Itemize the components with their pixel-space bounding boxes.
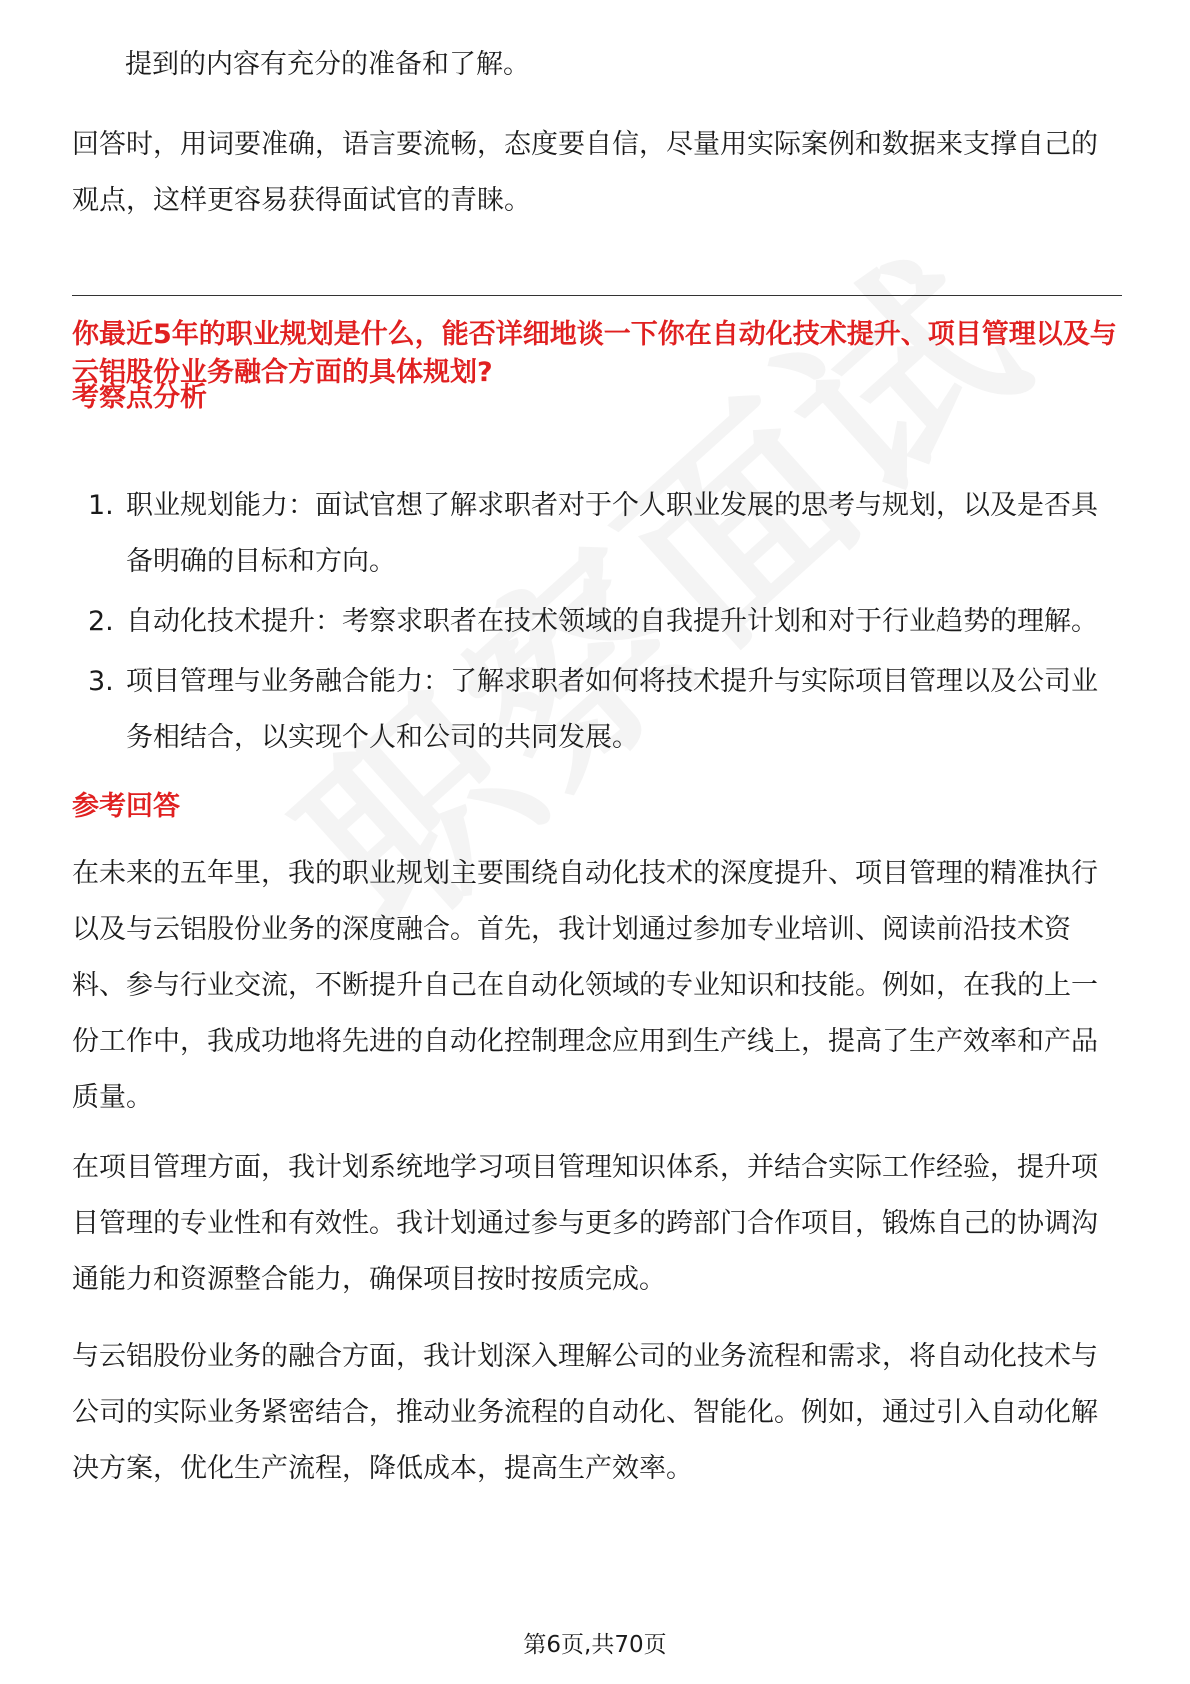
section-divider — [72, 295, 1122, 296]
list-item-number: 1. — [88, 490, 114, 521]
analysis-list — [72, 478, 1122, 770]
intro-continuation: 提到的内容有充分的准备和了解。 — [125, 49, 530, 80]
list-item-number: 2. — [88, 606, 114, 637]
answer-paragraph: 在未来的五年里，我的职业规划主要围绕自动化技术的深度提升、项目管理的精准执行以及与云铝股份业务的深度融合。首先，我计划通过参加专业培训、阅读前沿技术资料、参与行业交流，不断提升自己在自动化领域的专业知识和技能。例如，在我的上一份工作中，我成功地将先进的自动化控制理念应用到生产线上，提高了生产效率和产品质量。 — [72, 858, 1098, 1113]
list-item — [72, 478, 1122, 590]
list-item-number: 3. — [88, 666, 114, 697]
answer-paragraph: 与云铝股份业务的融合方面，我计划深入理解公司的业务流程和需求，将自动化技术与公司的实际业务紧密结合，推动业务流程的自动化、智能化。例如，通过引入自动化解决方案，优化生产流程，降低成本，提高生产效率。 — [72, 1341, 1098, 1484]
list-item-text: 职业规划能力：面试官想了解求职者对于个人职业发展的思考与规划，以及是否具备明确的目标和方向。 — [126, 490, 1098, 577]
list-item-text: 项目管理与业务融合能力：了解求职者如何将技术提升与实际项目管理以及公司业务相结合，以实现个人和公司的共同发展。 — [126, 666, 1098, 753]
list-item — [72, 594, 1122, 650]
question-title: 你最近5年的职业规划是什么，能否详细地谈一下你在自动化技术提升、项目管理以及与云铝股份业务融合方面的具体规划? — [72, 319, 1117, 388]
page-number: 第6页,共70页 — [523, 1632, 667, 1658]
answer-paragraph: 在项目管理方面，我计划系统地学习项目管理知识体系，并结合实际工作经验，提升项目管理的专业性和有效性。我计划通过参与更多的跨部门合作项目，锻炼自己的协调沟通能力和资源整合能力，确保项目按时按质完成。 — [72, 1152, 1098, 1295]
list-item — [72, 654, 1122, 766]
intro-paragraph: 回答时，用词要准确，语言要流畅，态度要自信，尽量用实际案例和数据来支撑自己的观点，这样更容易获得面试官的青睐。 — [72, 129, 1098, 216]
analysis-heading: 考察点分析 — [72, 382, 207, 413]
answer-heading: 参考回答 — [72, 791, 180, 822]
list-item-text: 自动化技术提升：考察求职者在技术领域的自我提升计划和对于行业趋势的理解。 — [126, 606, 1098, 637]
